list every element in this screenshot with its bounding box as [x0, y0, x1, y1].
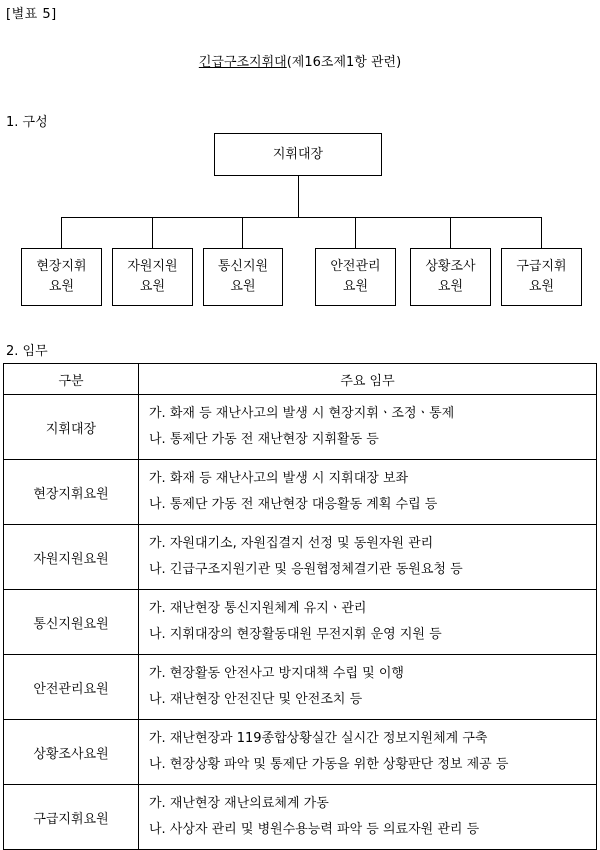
duties-table [3, 363, 597, 850]
table-header-cell: 구분 [4, 364, 139, 395]
task-item: 나. 통제단 가동 전 재난현장 지휘활동 등 [149, 432, 379, 447]
org-member-label: 요원 [139, 279, 166, 294]
org-member-box [501, 248, 582, 306]
title-main: 긴급구조지휘대 [198, 55, 287, 70]
task-item: 가. 화재 등 재난사고의 발생 시 현장지휘ㆍ조정ㆍ통제 [149, 406, 455, 421]
tasks-cell [139, 460, 597, 525]
table-header-cell: 주요 임무 [139, 364, 597, 395]
role-cell: 자원지원요원 [4, 525, 139, 590]
role-cell: 통신지원요원 [4, 590, 139, 655]
org-member-label: 요원 [437, 279, 464, 294]
tasks-cell [139, 785, 597, 850]
task-item: 나. 지휘대장의 현장활동대원 무전지휘 운영 지원 등 [149, 627, 442, 642]
annex-label: [별표 5] [6, 7, 57, 22]
role-cell: 구급지휘요원 [4, 785, 139, 850]
table-header-row [4, 364, 597, 395]
task-item: 가. 자원대기소, 자원집결지 선정 및 동원자원 관리 [149, 536, 434, 551]
org-connector-drop [61, 217, 62, 248]
org-member-box [315, 248, 396, 306]
table-row [4, 720, 597, 785]
task-item: 나. 사상자 관리 및 병원수용능력 파악 등 의료자원 관리 등 [149, 822, 480, 837]
org-member-label: 요원 [528, 279, 555, 294]
org-member-label: 자원지원 [127, 259, 178, 274]
tasks-cell [139, 720, 597, 785]
org-member-box [112, 248, 193, 306]
org-connector-drop [355, 217, 356, 248]
role-cell: 상황조사요원 [4, 720, 139, 785]
task-item: 가. 재난현장 재난의료체계 가동 [149, 796, 329, 811]
org-member-label: 요원 [230, 279, 256, 294]
table-row [4, 655, 597, 720]
org-member-label: 통신지원 [217, 259, 269, 274]
role-cell: 지휘대장 [4, 395, 139, 460]
org-connector-drop [242, 217, 243, 248]
section-composition-heading: 1. 구성 [6, 115, 48, 130]
role-cell: 현장지휘요원 [4, 460, 139, 525]
tasks-cell [139, 655, 597, 720]
org-connector-drop [450, 217, 451, 248]
org-member-label: 요원 [342, 279, 369, 294]
table-row [4, 395, 597, 460]
org-member-label: 요원 [48, 279, 75, 294]
task-item: 가. 화재 등 재난사고의 발생 시 지휘대장 보좌 [149, 471, 409, 486]
table-row [4, 590, 597, 655]
table-row [4, 785, 597, 850]
title-reference: (제16조제1항 관련) [286, 55, 402, 70]
task-item: 나. 통제단 가동 전 재난현장 대응활동 계획 수립 등 [149, 497, 438, 512]
org-member-label: 상황조사 [425, 259, 476, 274]
org-member-label: 안전관리 [330, 259, 381, 274]
section-duties-heading: 2. 임무 [6, 344, 48, 359]
table-row [4, 460, 597, 525]
task-item: 나. 긴급구조지원기관 및 응원협정체결기관 동원요청 등 [149, 562, 463, 577]
org-member-box [410, 248, 491, 306]
task-item: 나. 현장상황 파악 및 통제단 가동을 위한 상황판단 정보 제공 등 [149, 757, 509, 772]
org-member-box [21, 248, 102, 306]
tasks-cell [139, 395, 597, 460]
org-member-label: 구급지휘 [516, 259, 567, 274]
org-connector-drop [152, 217, 153, 248]
role-cell: 안전관리요원 [4, 655, 139, 720]
tasks-cell [139, 590, 597, 655]
tasks-cell [139, 525, 597, 590]
org-member-label: 현장지휘 [36, 259, 87, 274]
task-item: 가. 재난현장 통신지원체계 유지ㆍ관리 [149, 601, 367, 616]
page-title [0, 51, 600, 70]
org-connector-drop [541, 217, 542, 248]
task-item: 나. 재난현장 안전진단 및 안전조치 등 [149, 692, 363, 707]
table-row [4, 525, 597, 590]
org-member-box [203, 248, 283, 306]
org-head-box [214, 133, 382, 176]
task-item: 가. 현장활동 안전사고 방지대책 수립 및 이행 [149, 666, 404, 681]
org-head-label: 지휘대장 [272, 146, 324, 162]
task-item: 가. 재난현장과 119종합상황실간 실시간 정보지원체계 구축 [149, 731, 488, 746]
org-connector-horizontal [61, 217, 542, 218]
org-connector-vertical [298, 176, 299, 218]
